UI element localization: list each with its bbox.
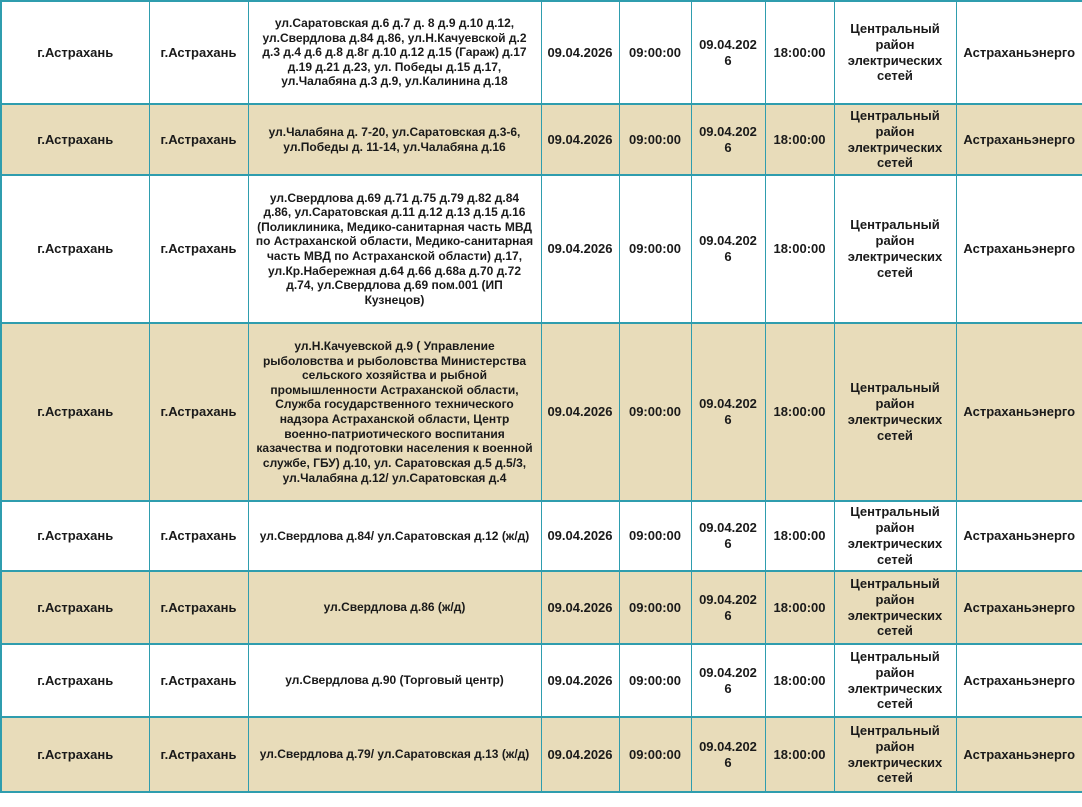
table-row: [1, 104, 1082, 175]
cell-end-time: 18:00:00: [765, 323, 834, 501]
cell-network-region: Центральный район электрических сетей: [834, 571, 956, 644]
cell-end-time: 18:00:00: [765, 501, 834, 571]
cell-end-date: 09.04.2026: [691, 1, 765, 104]
cell-start-time: 09:00:00: [619, 175, 691, 323]
cell-start-time: 09:00:00: [619, 717, 691, 792]
cell-addresses: ул.Свердлова д.69 д.71 д.75 д.79 д.82 д.84 д.86, ул.Саратовская д.11 д.12 д.13 д.15 д.16 (Поликлиника, Медико-санитарная часть МВД по Астраханской области, Медико-санитарная часть МВД по Астраханской области) д.17, ул.Кр.Набережная д.64 д.66 д.68а д.70 д.72 д.74, ул.Свердлова д.69 пом.001 (ИП Кузнецов): [248, 175, 541, 323]
cell-end-date: 09.04.2026: [691, 175, 765, 323]
cell-end-time: 18:00:00: [765, 717, 834, 792]
table-row: [1, 571, 1082, 644]
table-row: [1, 501, 1082, 571]
cell-start-date: 09.04.2026: [541, 571, 619, 644]
cell-settlement: г.Астрахань: [149, 104, 248, 175]
cell-network-region: Центральный район электрических сетей: [834, 323, 956, 501]
cell-addresses: ул.Свердлова д.90 (Торговый центр): [248, 644, 541, 717]
cell-addresses: ул.Свердлова д.84/ ул.Саратовская д.12 (ж/д): [248, 501, 541, 571]
cell-settlement: г.Астрахань: [149, 323, 248, 501]
cell-organization: Астраханьэнерго: [956, 175, 1082, 323]
cell-end-date: 09.04.2026: [691, 717, 765, 792]
cell-city: г.Астрахань: [1, 104, 149, 175]
table-row: [1, 717, 1082, 792]
cell-addresses: ул.Свердлова д.86 (ж/д): [248, 571, 541, 644]
cell-end-date: 09.04.2026: [691, 644, 765, 717]
cell-organization: Астраханьэнерго: [956, 571, 1082, 644]
cell-organization: Астраханьэнерго: [956, 501, 1082, 571]
cell-start-date: 09.04.2026: [541, 104, 619, 175]
cell-start-date: 09.04.2026: [541, 501, 619, 571]
cell-city: г.Астрахань: [1, 571, 149, 644]
cell-start-date: 09.04.2026: [541, 644, 619, 717]
cell-city: г.Астрахань: [1, 1, 149, 104]
cell-settlement: г.Астрахань: [149, 501, 248, 571]
cell-start-time: 09:00:00: [619, 501, 691, 571]
cell-network-region: Центральный район электрических сетей: [834, 501, 956, 571]
table-row: [1, 175, 1082, 323]
cell-start-time: 09:00:00: [619, 644, 691, 717]
cell-organization: Астраханьэнерго: [956, 717, 1082, 792]
cell-network-region: Центральный район электрических сетей: [834, 717, 956, 792]
table-row: [1, 1, 1082, 104]
cell-start-date: 09.04.2026: [541, 175, 619, 323]
cell-city: г.Астрахань: [1, 175, 149, 323]
cell-settlement: г.Астрахань: [149, 717, 248, 792]
cell-addresses: ул.Чалабяна д. 7-20, ул.Саратовская д.3-6, ул.Победы д. 11-14, ул.Чалабяна д.16: [248, 104, 541, 175]
cell-network-region: Центральный район электрических сетей: [834, 104, 956, 175]
cell-city: г.Астрахань: [1, 717, 149, 792]
cell-start-date: 09.04.2026: [541, 323, 619, 501]
cell-end-time: 18:00:00: [765, 175, 834, 323]
cell-start-date: 09.04.2026: [541, 1, 619, 104]
cell-end-date: 09.04.2026: [691, 323, 765, 501]
cell-start-time: 09:00:00: [619, 323, 691, 501]
cell-organization: Астраханьэнерго: [956, 323, 1082, 501]
cell-start-date: 09.04.2026: [541, 717, 619, 792]
cell-organization: Астраханьэнерго: [956, 644, 1082, 717]
cell-organization: Астраханьэнерго: [956, 1, 1082, 104]
cell-settlement: г.Астрахань: [149, 175, 248, 323]
cell-end-date: 09.04.2026: [691, 571, 765, 644]
cell-city: г.Астрахань: [1, 323, 149, 501]
cell-settlement: г.Астрахань: [149, 571, 248, 644]
cell-network-region: Центральный район электрических сетей: [834, 644, 956, 717]
cell-end-date: 09.04.2026: [691, 104, 765, 175]
cell-start-time: 09:00:00: [619, 571, 691, 644]
cell-addresses: ул.Н.Качуевской д.9 ( Управление рыболовства и рыболовства Министерства сельского хозяйства и рыбной промышленности Астраханской области, Служба государственного технического надзора Астраханской области, Центр военно-патриотического воспитания казачества и подготовки населения к военной службе, ГБУ) д.10, ул. Саратовская д.5 д.5/3, ул.Чалабяна д.12/ ул.Саратовская д.4: [248, 323, 541, 501]
cell-end-time: 18:00:00: [765, 571, 834, 644]
cell-settlement: г.Астрахань: [149, 1, 248, 104]
cell-settlement: г.Астрахань: [149, 644, 248, 717]
cell-end-time: 18:00:00: [765, 1, 834, 104]
cell-organization: Астраханьэнерго: [956, 104, 1082, 175]
cell-end-time: 18:00:00: [765, 104, 834, 175]
table-row: [1, 323, 1082, 501]
cell-start-time: 09:00:00: [619, 1, 691, 104]
cell-network-region: Центральный район электрических сетей: [834, 175, 956, 323]
table-row: [1, 644, 1082, 717]
cell-city: г.Астрахань: [1, 501, 149, 571]
cell-end-date: 09.04.2026: [691, 501, 765, 571]
cell-network-region: Центральный район электрических сетей: [834, 1, 956, 104]
cell-end-time: 18:00:00: [765, 644, 834, 717]
cell-addresses: ул.Саратовская д.6 д.7 д. 8 д.9 д.10 д.12, ул.Свердлова д.84 д.86, ул.Н.Качуевской д.2 д.3 д.4 д.6 д.8 д.8г д.10 д.12 д.15 (Гараж) д.17 д.19 д.21 д.23, ул. Победы д.15 д.17, ул.Чалабяна д.3 д.9, ул.Калинина д.18: [248, 1, 541, 104]
cell-addresses: ул.Свердлова д.79/ ул.Саратовская д.13 (ж/д): [248, 717, 541, 792]
cell-city: г.Астрахань: [1, 644, 149, 717]
cell-start-time: 09:00:00: [619, 104, 691, 175]
